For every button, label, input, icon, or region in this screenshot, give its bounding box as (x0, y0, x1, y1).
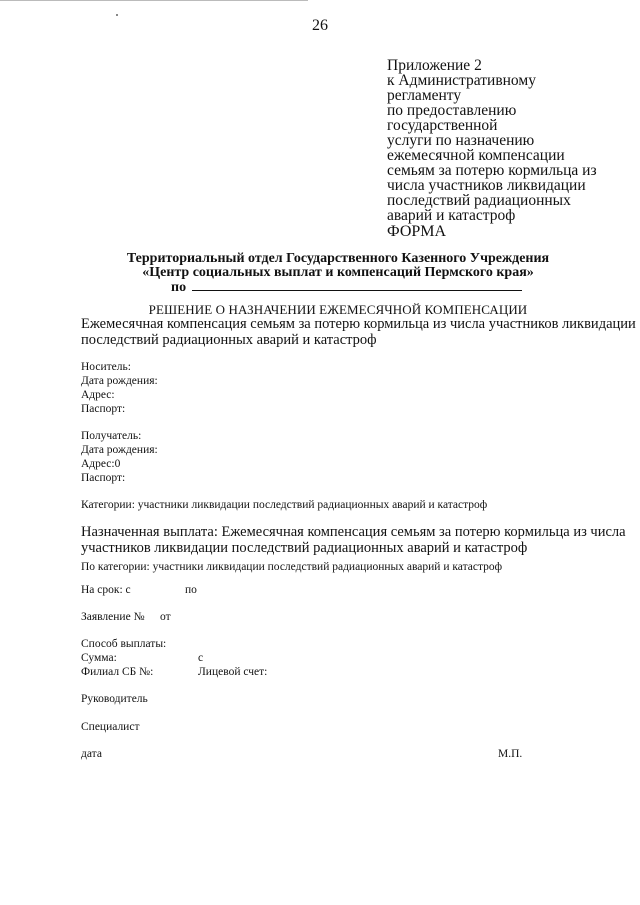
appendix-line: регламенту (387, 87, 462, 104)
po-blank-line (192, 281, 522, 291)
term-from-label: На срок: с (81, 584, 131, 596)
assigned-payment-line-2: участников ликвидации последствий радиационных аварий и катастроф (81, 540, 528, 556)
carrier-passport: Паспорт: (81, 403, 126, 415)
recipient-address: Адрес:0 (81, 458, 121, 470)
recipient-passport: Паспорт: (81, 472, 126, 484)
decision-title: РЕШЕНИЕ О НАЗНАЧЕНИИ ЕЖЕМЕСЯЧНОЙ КОМПЕНСАЦИИ (148, 302, 528, 317)
application-from-label: от (160, 611, 171, 623)
scan-dot (116, 14, 118, 16)
appendix-line: аварий и катастроф (387, 207, 516, 224)
appendix-line: Приложение 2 (387, 57, 482, 74)
recipient-label: Получатель: (81, 430, 142, 442)
top-scan-edge (0, 0, 308, 1)
head-signature-label: Руководитель (81, 693, 148, 705)
form-label: ФОРМА (387, 223, 447, 240)
carrier-label: Носитель: (81, 361, 131, 373)
payment-sum-from: с (198, 652, 204, 664)
personal-account-label: Лицевой счет: (198, 666, 268, 678)
date-label: дата (81, 748, 102, 760)
assigned-payment-line-1: Назначенная выплата: Ежемесячная компенсация семьям за потерю кормильца из числа (81, 524, 626, 540)
organization-line-2: «Центр социальных выплат и компенсаций Пермского края» (142, 265, 534, 280)
appendix-line: государственной (387, 117, 498, 134)
bank-branch-label: Филиал СБ №: (81, 666, 154, 678)
payment-sum-label: Сумма: (81, 652, 117, 664)
carrier-address: Адрес: (81, 389, 115, 401)
po-label: по (171, 280, 187, 295)
decision-subtitle-line-2: последствий радиационных аварий и катастроф (81, 332, 377, 348)
organization-line-1: Территориальный отдел Государственного Казенного Учреждения (126, 251, 550, 266)
by-category-line: По категории: участники ликвидации последствий радиационных аварий и катастроф (81, 561, 503, 573)
specialist-signature-label: Специалист (81, 721, 140, 733)
appendix-block (387, 58, 597, 239)
appendix-line: по предоставлению (387, 102, 517, 119)
application-label: Заявление № (81, 611, 145, 623)
appendix-line: числа участников ликвидации (387, 177, 586, 194)
page-number: 26 (312, 17, 328, 34)
decision-subtitle-line-1: Ежемесячная компенсация семьям за потерю кормильца из числа участников ликвидации (81, 316, 636, 332)
appendix-line: ежемесячной компенсации (387, 147, 565, 164)
payment-method-label: Способ выплаты: (81, 638, 167, 650)
appendix-line: к Административному (387, 72, 536, 89)
appendix-line: услуги по назначению (387, 132, 535, 149)
appendix-line: семьям за потерю кормильца из (387, 162, 597, 179)
carrier-birth-date: Дата рождения: (81, 375, 158, 387)
categories-line: Категории: участники ликвидации последствий радиационных аварий и катастроф (81, 499, 488, 511)
recipient-birth-date: Дата рождения: (81, 444, 158, 456)
organization-po-row (171, 280, 522, 296)
term-to-label: по (185, 584, 197, 596)
appendix-line: последствий радиационных (387, 192, 571, 209)
seal-label: М.П. (498, 748, 523, 760)
